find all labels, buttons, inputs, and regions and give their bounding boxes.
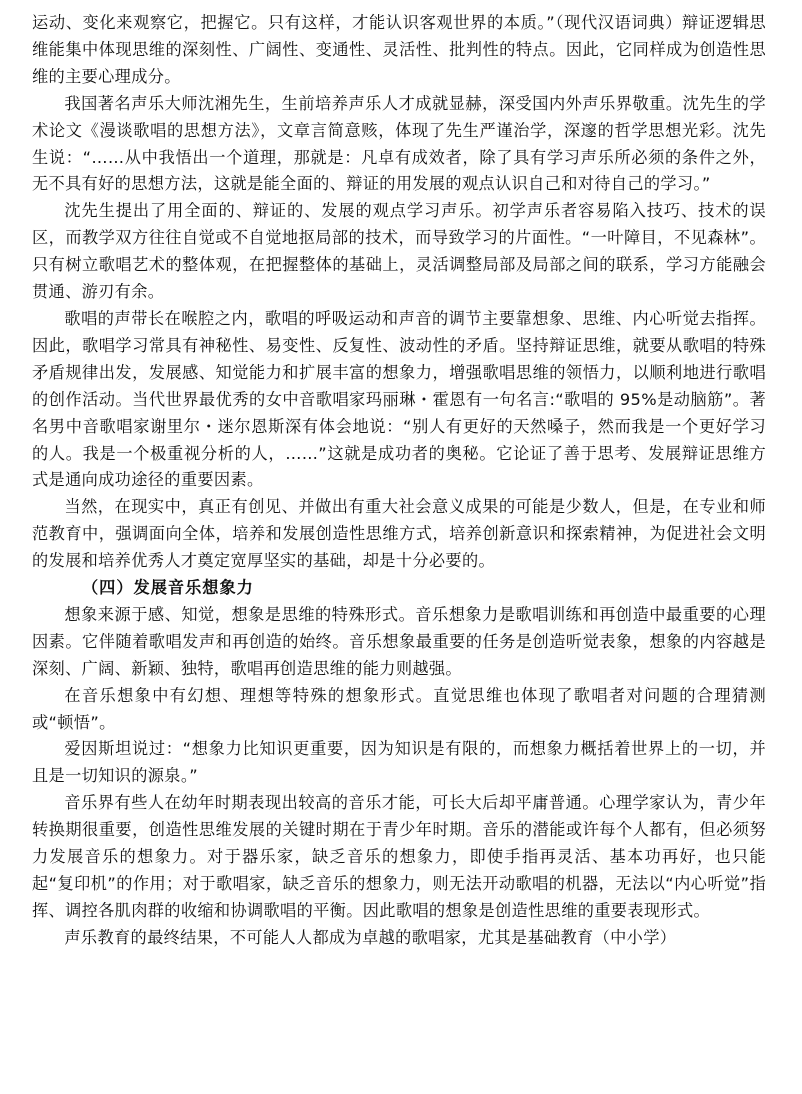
paragraph-imagination-source: 想象来源于感、知觉，想象是思维的特殊形式。音乐想象力是歌唱训练和再创造中最重要的心理因素。它伴随着歌唱发声和再创造的始终。音乐想象最重要的任务是创造听觉表象，想象的内容越是深刻、广阔、新颖、独特，歌唱再创造思维的能力则越强。 xyxy=(32,604,766,678)
paragraph-einstein-quote: 爱因斯坦说过：“想象力比知识更重要，因为知识是有限的，而想象力概括着世界上的一切，并且是一切知识的源泉。” xyxy=(32,739,766,786)
paragraph-youth-development: 音乐界有些人在幼年时期表现出较高的音乐才能，可长大后却平庸普通。心理学家认为，青少年转换期很重要，创造性思维发展的关键时期在于青少年时期。音乐的潜能或许每个人都有，但必须努力发展音乐的想象力。对于器乐家，缺乏音乐的想象力，即使手指再灵活、基本功再好，也只能起“复印机”的作用；对于歌唱家，缺乏音乐的想象力，则无法开动歌唱的机器，无法以“内心听觉”指挥、调控各肌肉群的收缩和协调歌唱的平衡。因此歌唱的想象是创造性思维的重要表现形式。 xyxy=(32,793,766,920)
paragraph-shen-xiang: 我国著名声乐大师沈湘先生，生前培养声乐人才成就显赫，深受国内外声乐界敬重。沈先生的学术论文《漫谈歌唱的思想方法》，文章言简意赅，体现了先生严谨治学，深邃的哲学思想光彩。沈先生说：“……从中我悟出一个道理，那就是：凡卓有成效者，除了具有学习声乐所必须的条件之外，无不具有好的思想方法，这就是能全面的、辩证的用发展的观点认识自己和对待自己的学习。” xyxy=(32,93,766,194)
paragraph-vocal-education: 声乐教育的最终结果，不可能人人都成为卓越的歌唱家，尤其是基础教育（中小学） xyxy=(64,927,677,947)
paragraph-imagination-forms: 在音乐想象中有幻想、理想等特殊的想象形式。直觉思维也体现了歌唱者对问题的合理猜测或“顿悟”。 xyxy=(32,685,766,732)
paragraph-education-creativity: 当然，在现实中，真正有创见、并做出有重大社会意义成果的可能是少数人，但是，在专业和师范教育中，强调面向全体，培养和发展创造性思维方式，培养创新意识和探索精神，为促进社会文明的发展和培养优秀人才奠定宽厚坚实的基础，却是十分必要的。 xyxy=(32,497,766,571)
section-heading: （四）发展音乐想象力 xyxy=(82,578,254,598)
paragraph-holistic-view: 沈先生提出了用全面的、辩证的、发展的观点学习声乐。初学声乐者容易陷入技巧、技术的误区，而教学双方往往自觉或不自觉地抠局部的技术，而导致学习的片面性。“一叶障目，不见森林”。只有树立歌唱艺术的整体观，在把握整体的基础上，灵活调整局部及局部之间的联系，学习方能融会贯通、游刃有余。 xyxy=(32,201,766,302)
paragraph-singing-thinking: 歌唱的声带长在喉腔之内，歌唱的呼吸运动和声音的调节主要靠想象、思维、内心听觉去指挥。因此，歌唱学习常具有神秘性、易变性、反复性、波动性的矛盾。坚持辩证思维，就要从歌唱的特殊矛盾规律出发，发展感、知觉能力和扩展丰富的想象力，增强歌唱思维的领悟力，以顺利地进行歌唱的创作活动。当代世界最优秀的女中音歌唱家玛丽琳・霍恩有一句名言:“歌唱的 95%是动脑筋”。著名男中音歌唱家谢里尔・迷尔恩斯深有体会地说：“别人有更好的天然嗓子，然而我是一个更好学习的人。我是一个极重视分析的人，……”这就是成功者的奥秘。它论证了善于思考、发展辩证思维方式是通向成功途径的重要因素。 xyxy=(32,308,766,490)
paragraph-dialectical-logic: 运动、变化来观察它，把握它。只有这样，才能认识客观世界的本质。”（现代汉语词典）辩证逻辑思维能集中体现思维的深刻性、广阔性、变通性、灵活性、批判性的特点。因此，它同样成为创造性思维的主要心理成分。 xyxy=(32,13,766,86)
